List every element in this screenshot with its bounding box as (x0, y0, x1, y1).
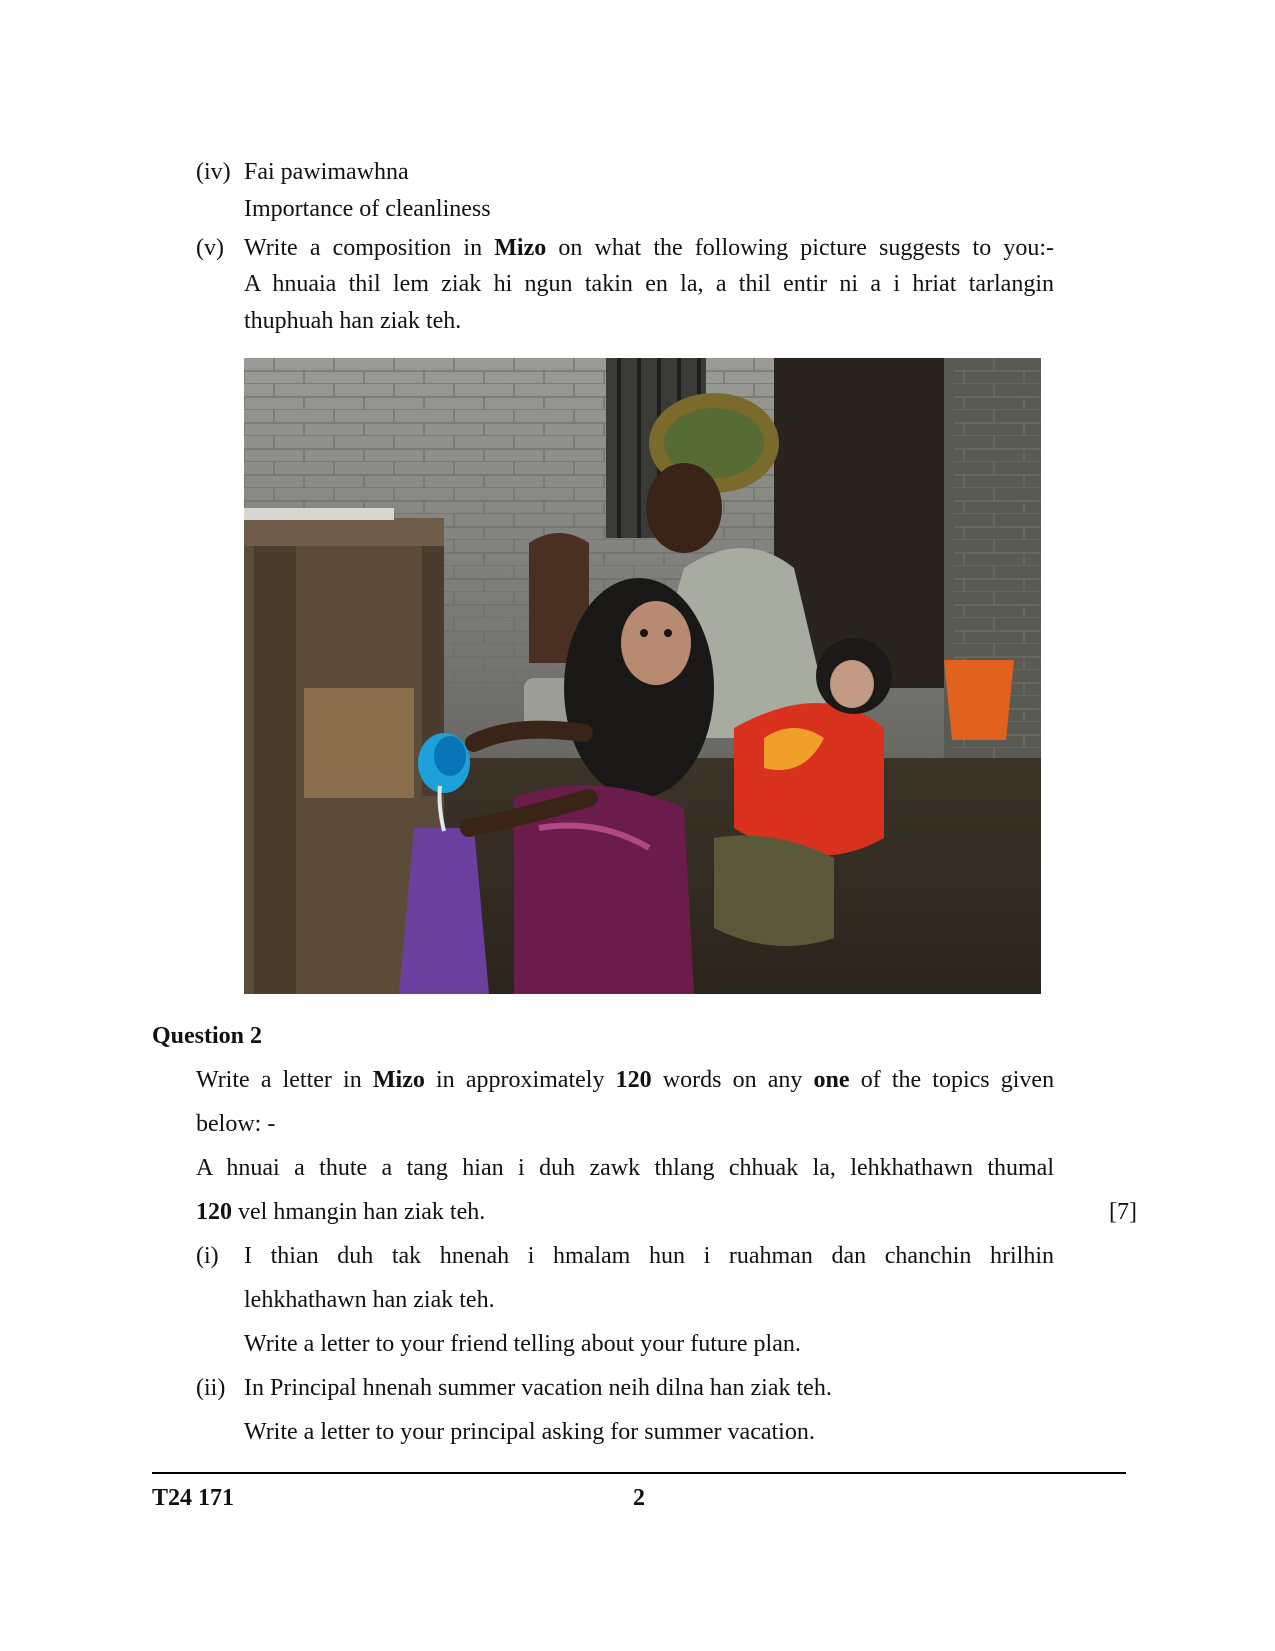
q2-intro-w7: of the topics given (860, 1067, 1055, 1093)
q2-intro-w5: words on any (662, 1067, 803, 1093)
q2-item-ii-english: Write a letter to your principal asking for summer vacation. (244, 1419, 815, 1445)
footer-rule (152, 1472, 1126, 1474)
q2-item-i-english: Write a letter to your friend telling about your future plan. (244, 1331, 801, 1357)
q2-mizo-intro-rest: vel hmangin han ziak teh. (238, 1199, 486, 1225)
item-v-label: (v) (196, 235, 224, 261)
item-v-line3: thuphuah han ziak teh. (244, 308, 462, 334)
q2-item-ii-mizo: In Principal hnenah summer vacation neih dilna han ziak teh. (244, 1375, 832, 1401)
item-v-line1-bold: Mizo (494, 235, 547, 261)
item-v-line1 (244, 234, 1054, 262)
q2-intro-w6: one (813, 1067, 850, 1093)
q2-mizo-intro-line1: A hnuai a thute a tang hian i duh zawk thlang chhuak la, lehkhathawn thumal (196, 1155, 1054, 1181)
footer-page-number: 2 (633, 1485, 645, 1511)
item-v-line1-pre: Write a composition in (244, 235, 483, 261)
q2-intro-w3: in approximately (436, 1067, 605, 1093)
q2-intro-w1: Write a letter in (196, 1067, 362, 1093)
q2-mizo-intro-bold: 120 (196, 1199, 232, 1225)
item-v-line1-post: on what the following picture suggests to you:- (558, 235, 1055, 261)
q2-item-ii-label: (ii) (196, 1375, 226, 1401)
q2-intro-line1 (196, 1066, 1054, 1094)
q2-intro-w2: Mizo (372, 1067, 425, 1093)
question-2-title: Question 2 (152, 1023, 263, 1049)
photo-illustration (244, 358, 1041, 994)
q2-intro-w4: 120 (615, 1067, 652, 1093)
item-iv-english: Importance of cleanliness (244, 196, 491, 222)
composition-photo (244, 358, 1041, 994)
q2-mizo-intro-line2 (196, 1198, 485, 1226)
item-v-line2: A hnuaia thil lem ziak hi ngun takin en la, a thil entir ni a i hriat tarlangin (244, 271, 1054, 297)
item-iv-label: (iv) (196, 159, 231, 185)
q2-marks: [7] (1109, 1199, 1137, 1225)
q2-item-i-label: (i) (196, 1243, 219, 1269)
q2-item-i-mizo-line2: lehkhathawn han ziak teh. (244, 1287, 495, 1313)
q2-item-i-mizo-line1: I thian duh tak hnenah i hmalam hun i ruahman dan chanchin hrilhin (244, 1243, 1054, 1269)
item-iv-mizo: Fai pawimawhna (244, 159, 409, 185)
q2-intro-line2: below: - (196, 1111, 276, 1137)
footer-paper-code: T24 171 (152, 1485, 235, 1511)
